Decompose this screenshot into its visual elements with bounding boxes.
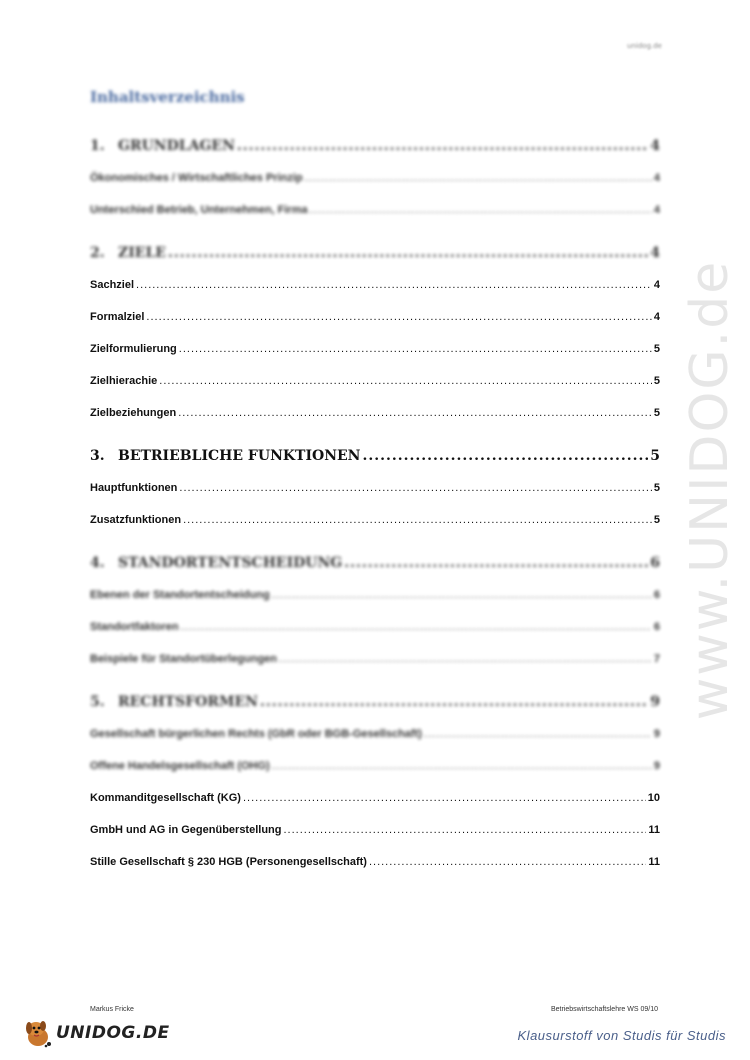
toc-chapter-number: 4. xyxy=(90,555,105,571)
toc-leader-dots xyxy=(146,311,651,323)
unidog-logo xyxy=(22,1016,170,1050)
toc-entry-label xyxy=(90,728,422,740)
toc-entry-text: BETRIEBLICHE FUNKTIONEN xyxy=(118,448,361,464)
toc-chapter-entry[interactable] xyxy=(90,555,660,571)
toc-entry-text: Zielbeziehungen xyxy=(90,407,177,419)
toc-section-entry[interactable] xyxy=(90,407,660,419)
toc-entry-text: STANDORTENTSCHEIDUNG xyxy=(118,555,343,571)
toc-leader-dots xyxy=(424,728,652,740)
toc-section-entry[interactable] xyxy=(90,172,660,184)
toc-leader-dots xyxy=(369,856,646,868)
toc-entry-label xyxy=(90,375,157,387)
toc-page-number: 11 xyxy=(648,824,660,836)
toc-entry-text: Zielformulierung xyxy=(90,343,177,355)
toc-title: Inhaltsverzeichnis xyxy=(90,88,245,106)
toc-page-number: 5 xyxy=(650,448,660,464)
toc-page-number: 11 xyxy=(648,856,660,868)
toc-section-entry[interactable] xyxy=(90,589,660,601)
toc-entry-text: Sachziel xyxy=(90,279,135,291)
toc-leader-dots xyxy=(305,172,652,184)
toc-entry-label xyxy=(90,407,176,419)
toc-chapter-number: 3. xyxy=(90,448,105,464)
toc-page-number: 4 xyxy=(653,204,660,216)
toc-section-entry[interactable] xyxy=(90,375,660,387)
toc-page-number: 5 xyxy=(653,343,660,355)
toc-section-entry[interactable] xyxy=(90,653,660,665)
toc-entry-label xyxy=(90,555,342,571)
toc-leader-dots xyxy=(179,482,651,494)
toc-entry-text: Formalziel xyxy=(90,311,145,323)
toc-page-number: 4 xyxy=(653,279,660,291)
toc-page-number: 5 xyxy=(653,375,660,387)
toc-entry-label xyxy=(90,245,166,261)
toc-section-entry[interactable] xyxy=(90,792,660,804)
toc-page-number: 7 xyxy=(653,653,660,665)
toc-entry-text: Gesellschaft bürgerlichen Rechts (GbR oder BGB-Gesellschaft) xyxy=(90,728,422,740)
toc-section-entry[interactable] xyxy=(90,824,660,836)
toc-entry-label xyxy=(90,311,144,323)
toc-page-number: 4 xyxy=(653,172,660,184)
toc-leader-dots xyxy=(178,407,652,419)
toc-entry-text: Zielhierachie xyxy=(90,375,158,387)
toc-section-entry[interactable] xyxy=(90,343,660,355)
toc-leader-dots xyxy=(179,343,652,355)
toc-entry-label xyxy=(90,204,308,216)
toc-section-entry[interactable] xyxy=(90,204,660,216)
toc-entry-label xyxy=(90,792,241,804)
toc-entry-label xyxy=(90,138,235,154)
toc-entry-label xyxy=(90,824,282,836)
toc-entry-label xyxy=(90,279,134,291)
toc-leader-dots xyxy=(344,555,648,571)
toc-section-entry[interactable] xyxy=(90,279,660,291)
logo-text: UNIDOG.DE xyxy=(56,1023,170,1043)
toc-entry-label xyxy=(90,448,360,464)
toc-entry-text: Standortfaktoren xyxy=(90,621,179,633)
toc-entry-text: Ebenen der Standortentscheidung xyxy=(90,589,270,601)
footer-author: Markus Fricke xyxy=(90,1006,134,1013)
toc-section-entry[interactable] xyxy=(90,621,660,633)
toc-entry-label xyxy=(90,760,270,772)
toc-leader-dots xyxy=(279,653,652,665)
toc-entry-text: Hauptfunktionen xyxy=(90,482,178,494)
toc-entry-text: Beispiele für Standortüberlegungen xyxy=(90,653,278,665)
toc-entry-text: Offene Handelsgesellschaft (OHG) xyxy=(90,760,270,772)
toc-entry-text: Stille Gesellschaft § 230 HGB (Personengesellschaft) xyxy=(90,856,367,868)
toc-page-number: 10 xyxy=(647,792,660,804)
dog-icon xyxy=(22,1017,54,1049)
header-text: unidog.de xyxy=(627,42,662,50)
toc-entry-label xyxy=(90,694,258,710)
toc-entry-label xyxy=(90,856,367,868)
watermark-text: www.UNIDOG.de xyxy=(680,259,740,721)
toc-entry-text: Ökonomisches / Wirtschaftliches Prinzip xyxy=(90,172,303,184)
toc-entry-label xyxy=(90,621,179,633)
toc-page-number: 5 xyxy=(653,407,660,419)
toc-page-number: 4 xyxy=(650,245,660,261)
watermark xyxy=(660,250,750,730)
toc-entry-label xyxy=(90,343,177,355)
toc-leader-dots xyxy=(237,138,648,154)
toc-page-number: 5 xyxy=(653,482,660,494)
toc-page-number: 6 xyxy=(653,589,660,601)
toc-chapter-entry[interactable] xyxy=(90,448,660,464)
toc-leader-dots xyxy=(310,204,652,216)
toc-entry-label xyxy=(90,589,270,601)
toc-entry-text: GRUNDLAGEN xyxy=(118,138,235,154)
toc-entry-text: ZIELE xyxy=(118,245,166,261)
toc-page-number: 6 xyxy=(650,555,660,571)
toc-section-entry[interactable] xyxy=(90,728,660,740)
toc-chapter-number: 1. xyxy=(90,138,105,154)
toc-page-number: 9 xyxy=(653,760,660,772)
toc-leader-dots xyxy=(272,760,652,772)
toc-page-number: 9 xyxy=(650,694,660,710)
toc-leader-dots xyxy=(243,792,646,804)
toc-leader-dots xyxy=(284,824,647,836)
toc-entry-label xyxy=(90,514,181,526)
toc-page-number: 5 xyxy=(653,514,660,526)
toc-entry-text: Zusatzfunktionen xyxy=(90,514,182,526)
toc-leader-dots xyxy=(136,279,652,291)
toc-section-entry[interactable] xyxy=(90,856,660,868)
toc-page-number: 4 xyxy=(653,311,660,323)
toc-leader-dots xyxy=(362,448,648,464)
toc-leader-dots xyxy=(168,245,648,261)
toc-section-entry[interactable] xyxy=(90,514,660,526)
toc-entry-text: RECHTSFORMEN xyxy=(118,694,258,710)
footer-slogan: Klausurstoff von Studis für Studis xyxy=(517,1028,726,1043)
toc-section-entry[interactable] xyxy=(90,311,660,323)
toc-chapter-entry[interactable] xyxy=(90,138,660,154)
footer-course: Betriebswirtschaftslehre WS 09/10 xyxy=(551,1006,658,1013)
toc-page-number: 6 xyxy=(653,621,660,633)
toc-leader-dots xyxy=(181,621,652,633)
toc-entry-text: GmbH und AG in Gegenüberstellung xyxy=(90,824,282,836)
toc-chapter-entry[interactable] xyxy=(90,694,660,710)
toc-entry-label xyxy=(90,653,277,665)
toc-page-number: 4 xyxy=(650,138,660,154)
toc-chapter-entry[interactable] xyxy=(90,245,660,261)
toc-section-entry[interactable] xyxy=(90,482,660,494)
toc-entry-text: Kommanditgesellschaft (KG) xyxy=(90,792,241,804)
toc-page-number: 9 xyxy=(653,728,660,740)
toc-entry-label xyxy=(90,482,177,494)
toc-leader-dots xyxy=(183,514,652,526)
toc-leader-dots xyxy=(159,375,652,387)
toc-leader-dots xyxy=(260,694,648,710)
toc-leader-dots xyxy=(272,589,652,601)
toc-entry-text: Unterschied Betrieb, Unternehmen, Firma xyxy=(90,204,308,216)
toc-chapter-number: 2. xyxy=(90,245,105,261)
toc-chapter-number: 5. xyxy=(90,694,105,710)
toc-entry-label xyxy=(90,172,303,184)
toc-section-entry[interactable] xyxy=(90,760,660,772)
